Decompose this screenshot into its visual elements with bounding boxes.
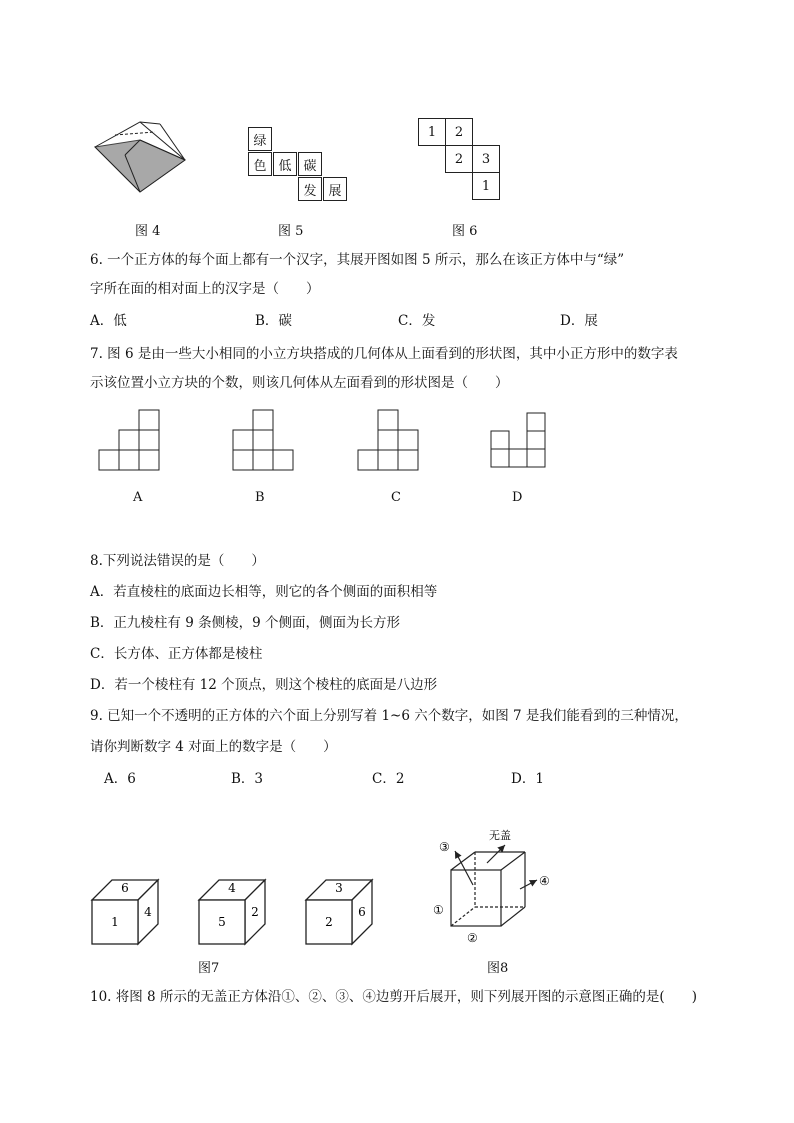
net-cell: 低	[273, 152, 297, 176]
fig4-caption: 图 4	[135, 224, 161, 239]
fig8-caption: 图8	[487, 961, 509, 976]
grid-cell: 2	[445, 145, 473, 173]
q7-label-c: C	[391, 490, 401, 505]
q7-stem-line2: 示该位置小立方块的个数，则该几何体从左面看到的形状图是（ ）	[90, 375, 509, 391]
fig6-caption: 图 6	[452, 224, 478, 239]
q7-option-a-shape	[98, 408, 164, 472]
q6-option-c: C．发	[398, 313, 436, 329]
cube-top-number: 3	[335, 881, 343, 895]
q10-stem: 10. 将图 8 所示的无盖正方体沿①、②、③、④边剪开后展开，则下列展开图的示意图正确的是( )	[90, 989, 697, 1005]
q6-option-b: B．碳	[255, 313, 292, 329]
grid-cell: 1	[418, 118, 446, 146]
q8-option-c: C．长方体、正方体都是棱柱	[90, 646, 263, 662]
fig5-caption: 图 5	[278, 224, 304, 239]
q8-option-b: B．正九棱柱有 9 条侧棱，9 个侧面，侧面为长方形	[90, 615, 400, 631]
fig6-top-view-grid	[418, 118, 502, 202]
cube-side-number: 2	[251, 905, 259, 919]
cube-front-number: 2	[325, 915, 333, 929]
net-cell: 发	[298, 177, 322, 201]
fig8-edge-label-3: ③	[439, 840, 450, 854]
q9-option-a: A．6	[104, 771, 136, 787]
net-cell: 绿	[248, 127, 272, 151]
net-cell: 碳	[298, 152, 322, 176]
fig8-edge-label-4: ④	[539, 874, 550, 888]
cube-side-number: 4	[144, 905, 152, 919]
q6-option-a: A．低	[90, 313, 127, 329]
fig4-prism-drawing	[85, 110, 205, 210]
q9-stem-line2: 请你判断数字 4 对面上的数字是（ ）	[90, 739, 337, 755]
q8-option-d: D．若一个棱柱有 12 个顶点，则这个棱柱的底面是八边形	[90, 677, 438, 693]
q8-stem: 8.下列说法错误的是（ ）	[90, 553, 265, 569]
q6-option-d: D．展	[560, 313, 598, 329]
fig8-edge-label-1: ①	[433, 903, 444, 917]
cube-front-number: 1	[111, 915, 119, 929]
cube-top-number: 4	[228, 881, 236, 895]
q6-stem-line1: 6. 一个正方体的每个面上都有一个汉字，其展开图如图 5 所示，那么在该正方体中与“绿”	[90, 252, 625, 268]
q7-label-a: A	[133, 490, 143, 505]
q8-option-a: A．若直棱柱的底面边长相等，则它的各个侧面的面积相等	[90, 584, 438, 600]
q7-label-b: B	[255, 490, 265, 505]
net-cell: 展	[323, 177, 347, 201]
cube-side-number: 6	[358, 905, 366, 919]
grid-cell: 1	[472, 172, 500, 200]
fig7-cube-2	[195, 876, 275, 946]
grid-cell: 3	[472, 145, 500, 173]
fig8-open-cube	[425, 825, 565, 950]
fig8-edge-label-2: ②	[467, 931, 478, 945]
q6-stem-line2: 字所在面的相对面上的汉字是（ ）	[90, 281, 320, 297]
q9-option-b: B．3	[231, 771, 264, 787]
q7-label-d: D	[512, 490, 523, 505]
q9-option-d: D．1	[511, 771, 544, 787]
q7-option-b-shape	[232, 408, 298, 472]
q7-option-c-shape	[357, 408, 423, 472]
cube-front-number: 5	[218, 915, 226, 929]
q9-stem-line1: 9. 已知一个不透明的正方体的六个面上分别写着 1~6 六个数字，如图 7 是我们能看到的三种情况，	[90, 708, 688, 724]
grid-cell: 2	[445, 118, 473, 146]
fig5-cube-net	[248, 127, 348, 203]
q9-option-c: C．2	[372, 771, 405, 787]
fig7-cube-3	[302, 876, 382, 946]
q7-stem-line1: 7. 图 6 是由一些大小相同的小立方块搭成的几何体从上面看到的形状图，其中小正方形中的数字表	[90, 346, 678, 362]
q7-option-d-shape	[490, 412, 552, 472]
fig7-cube-1	[88, 876, 168, 946]
cube-top-number: 6	[121, 881, 129, 895]
fig8-lid-label: 无盖	[489, 829, 511, 842]
net-cell: 色	[248, 152, 272, 176]
fig7-caption: 图7	[198, 961, 220, 976]
